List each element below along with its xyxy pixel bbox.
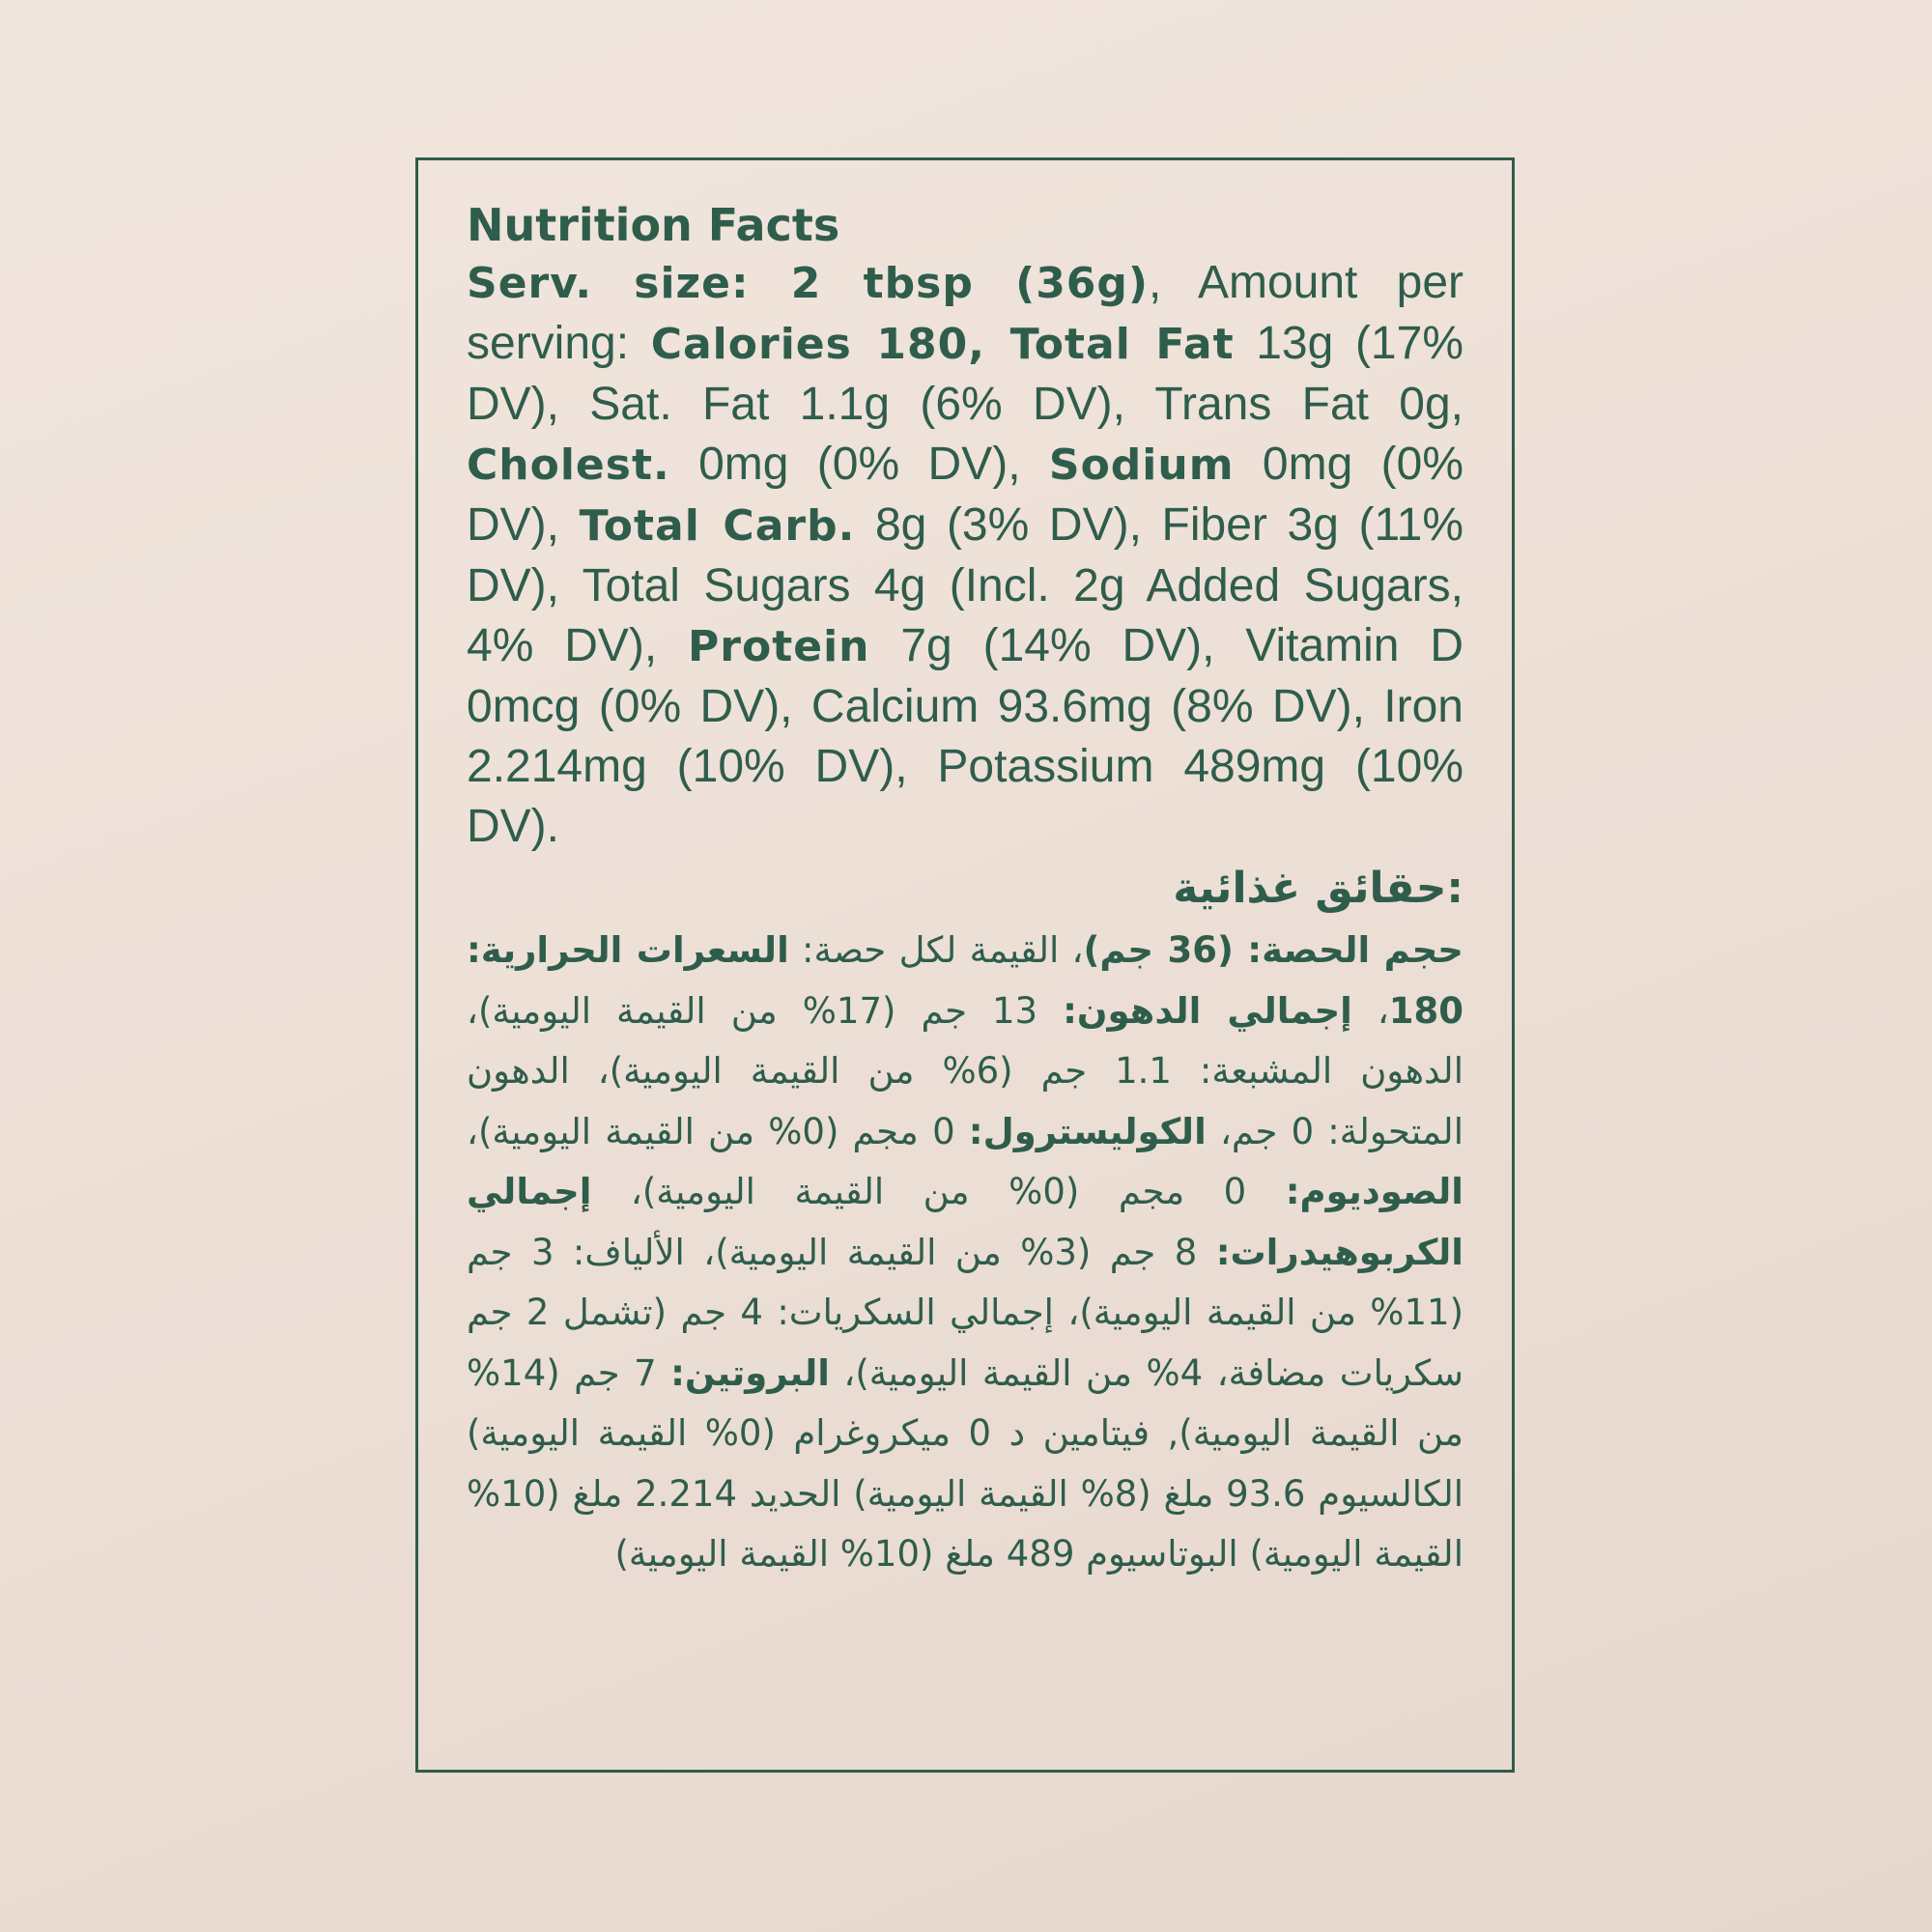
arabic-cholesterol-value-text: 0 مجم (0% من القيمة اليومية)، bbox=[467, 1110, 969, 1152]
nutrition-label-box bbox=[415, 157, 1515, 1773]
arabic-cholesterol-label: الكوليسترول: bbox=[968, 1110, 1207, 1152]
nutrition-facts-title: Nutrition Facts bbox=[467, 199, 840, 251]
amount-per-serving-text: , Amount per serving: bbox=[467, 257, 1463, 369]
arabic-total-carb-label: إجمالي الكربوهيدرات: bbox=[467, 1171, 1463, 1273]
arabic-total-fat-label: إجمالي الدهون: bbox=[1063, 989, 1352, 1032]
arabic-sodium-value-text: 0 مجم (0% من القيمة اليومية)، bbox=[591, 1171, 1286, 1212]
protein-vitamins-text: 7g (14% DV), Vitamin D 0mcg (0% DV), Calcium 93.6mg (8% DV), Iron 2.214mg (10% DV), Potassium 489mg (10% DV). bbox=[467, 620, 1463, 852]
arabic-carb-values-text: 8 جم (3% من القيمة اليومية)، الألياف: 3 جم (11% من القيمة اليومية)، إجمالي السكريات: 4 جم (تشمل 2 جم سكريات مضافة، 4% من القيمة اليومية)، bbox=[467, 1231, 1463, 1394]
sodium-value-text: 0mg (0% DV), bbox=[467, 439, 1464, 551]
arabic-sodium-label: الصوديوم: bbox=[1285, 1171, 1463, 1212]
arabic-nutrition-title: :حقائق غذائية bbox=[1173, 864, 1463, 913]
calories-total-fat-label: Calories 180, Total Fat bbox=[650, 320, 1235, 369]
total-carb-label: Total Carb. bbox=[579, 501, 856, 551]
cholesterol-label: Cholest. bbox=[467, 440, 670, 490]
fat-values-text: 13g (17% DV), Sat. Fat 1.1g (6% DV), Trans Fat 0g, bbox=[467, 318, 1464, 430]
arabic-calories-label: السعرات الحرارية: 180 bbox=[467, 929, 1464, 1032]
arabic-serving-label: حجم الحصة: (36 جم) bbox=[1083, 929, 1463, 971]
serving-size-label: Serv. size: 2 tbsp (36g) bbox=[467, 259, 1150, 308]
arabic-protein-vitamins-text: 7 جم (14% من القيمة اليومية), فيتامين د 0 ميكروغرام (0% القيمة اليومية) الكالسيوم 93.6 ملغ (8% القيمة اليومية) الحديد 2.214 ملغ (10% القيمة اليومية) البوتاسيوم 489 ملغ (10% القيمة اليومية) bbox=[467, 1351, 1464, 1575]
arabic-fat-values-text: 13 جم (17% من القيمة اليومية)، الدهون المشبعة: 1.1 جم (6% من القيمة اليومية)، الدهون المتحولة: 0 جم، bbox=[467, 989, 1463, 1152]
arabic-separator-text: ، bbox=[1351, 989, 1389, 1032]
sodium-label: Sodium bbox=[1048, 440, 1235, 490]
carb-values-text: 8g (3% DV), Fiber 3g (11% DV), Total Sugars 4g (Incl. 2g Added Sugars, 4% DV), bbox=[467, 499, 1463, 671]
arabic-nutrition-text bbox=[467, 921, 1463, 1585]
cholesterol-value-text: 0mg (0% DV), bbox=[669, 439, 1049, 490]
english-nutrition-text bbox=[467, 253, 1463, 857]
arabic-protein-label: البروتين: bbox=[670, 1351, 830, 1394]
protein-label: Protein bbox=[688, 622, 870, 671]
arabic-per-serving-text: ، القيمة لكل حصة: bbox=[788, 929, 1084, 971]
